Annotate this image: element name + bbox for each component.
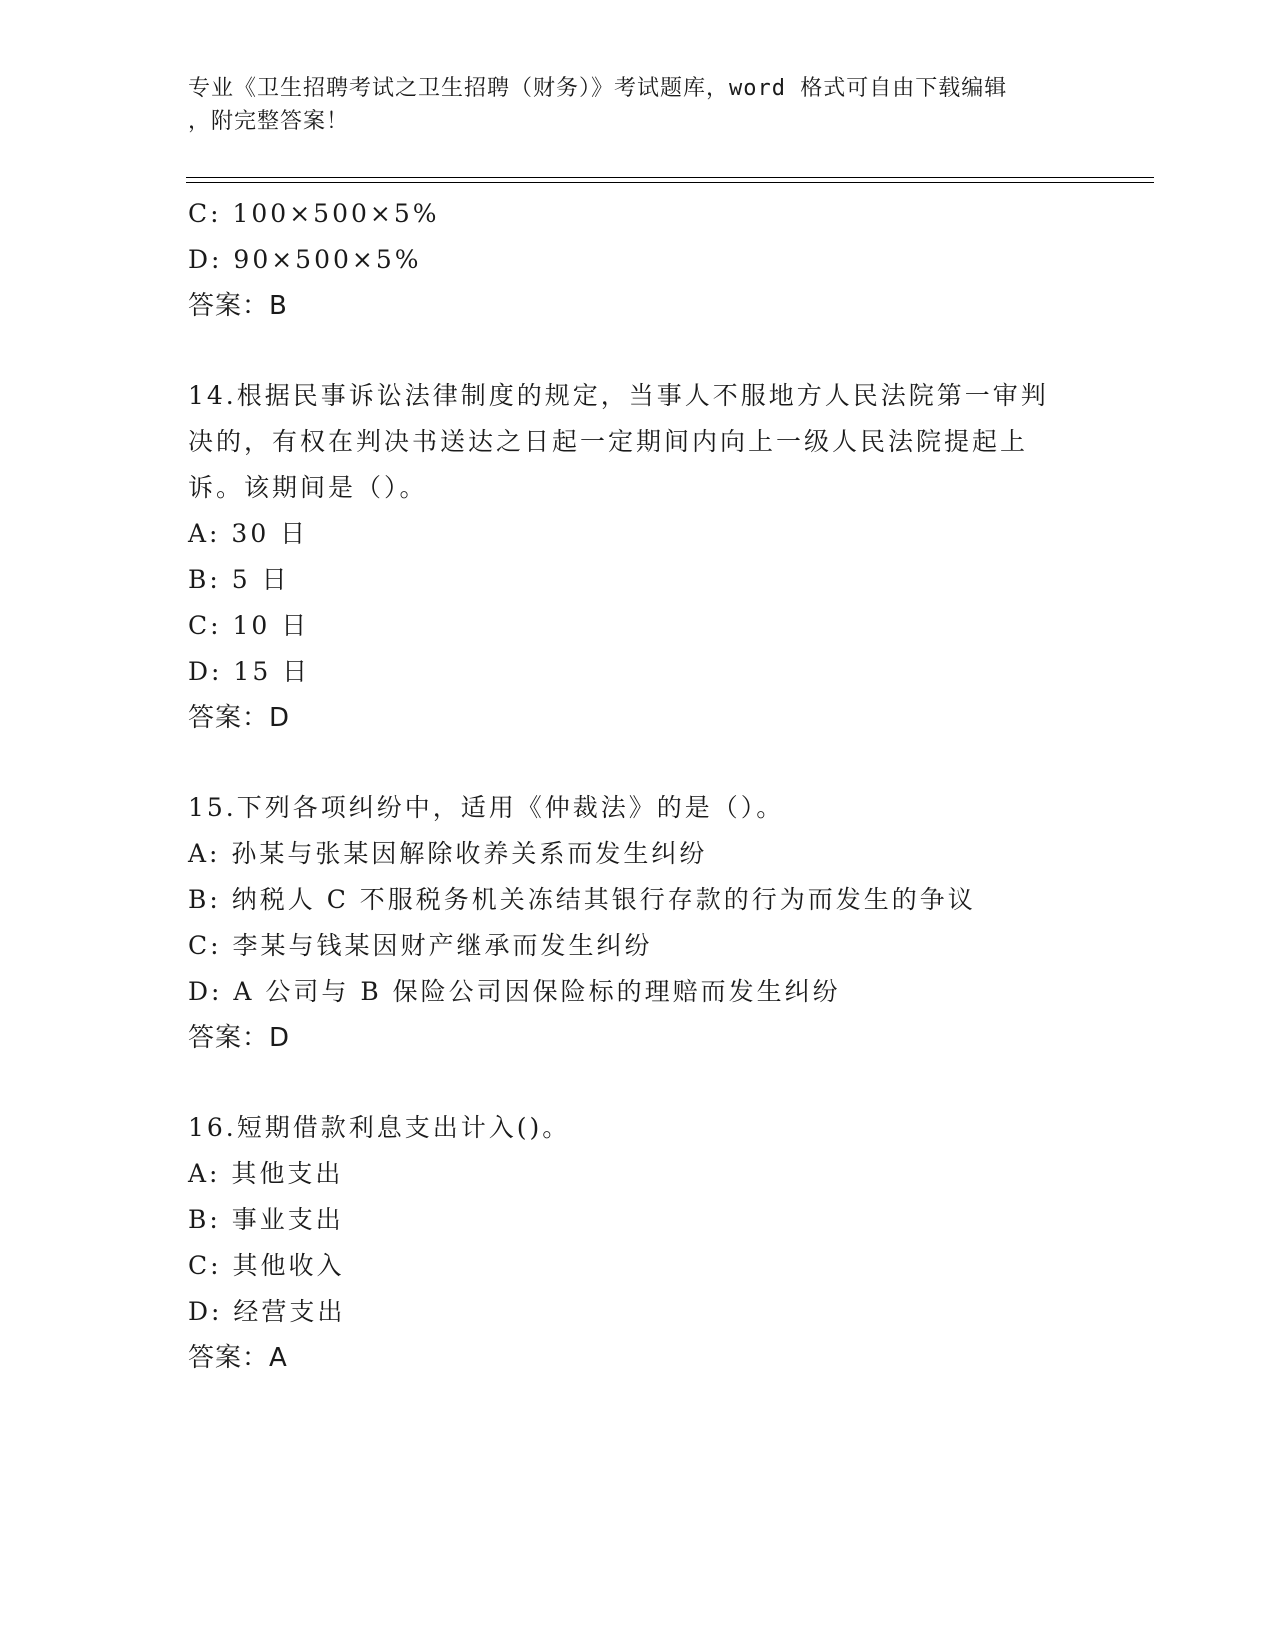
question-stem-line: 15.下列各项纠纷中，适用《仲裁法》的是（）。 [188, 793, 785, 822]
answer-line: 答案：D [188, 1023, 291, 1053]
header-divider-bottom [186, 182, 1154, 183]
answer-line: 答案：A [188, 1343, 288, 1373]
option-d: D: 15 日 [188, 657, 311, 686]
document-header [188, 72, 1068, 138]
option-a: A: 孙某与张某因解除收养关系而发生纠纷 [188, 839, 708, 868]
question-stem-line: 14.根据民事诉讼法律制度的规定，当事人不服地方人民法院第一审判 [188, 381, 1049, 410]
spacer [188, 329, 1088, 373]
answer-line: 答案：D [188, 703, 291, 733]
question-stem-line: 16.短期借款利息支出计入()。 [188, 1113, 571, 1142]
question-15 [188, 785, 1088, 1061]
option-d: D: 90×500×5% [188, 245, 422, 274]
option-b: B: 纳税人 C 不服税务机关冻结其银行存款的行为而发生的争议 [188, 885, 976, 914]
option-c: C: 10 日 [188, 611, 310, 640]
header-line-1: 专业《卫生招聘考试之卫生招聘（财务）》考试题库，word 格式可自由下载编辑 [188, 76, 1008, 101]
question-stem-line: 诉。该期间是（）。 [188, 473, 428, 502]
question-13-tail [188, 191, 1088, 329]
option-c: C: 其他收入 [188, 1251, 345, 1280]
option-a: A: 其他支出 [188, 1159, 344, 1188]
option-b: B: 5 日 [188, 565, 290, 594]
header-divider-top [186, 177, 1154, 178]
question-14 [188, 373, 1088, 741]
option-c: C: 100×500×5% [188, 199, 440, 228]
header-line-2: ，附完整答案！ [188, 109, 350, 134]
option-c: C: 李某与钱某因财产继承而发生纠纷 [188, 931, 653, 960]
option-d: D: 经营支出 [188, 1297, 346, 1326]
question-16 [188, 1105, 1088, 1381]
question-stem-line: 决的，有权在判决书送达之日起一定期间内向上一级人民法院提起上 [188, 427, 1029, 456]
question-list [188, 191, 1088, 1381]
answer-line: 答案：B [188, 291, 288, 321]
option-b: B: 事业支出 [188, 1205, 344, 1234]
spacer [188, 1061, 1088, 1105]
spacer [188, 741, 1088, 785]
option-d: D: A 公司与 B 保险公司因保险标的理赔而发生纠纷 [188, 977, 841, 1006]
option-a: A: 30 日 [188, 519, 309, 548]
